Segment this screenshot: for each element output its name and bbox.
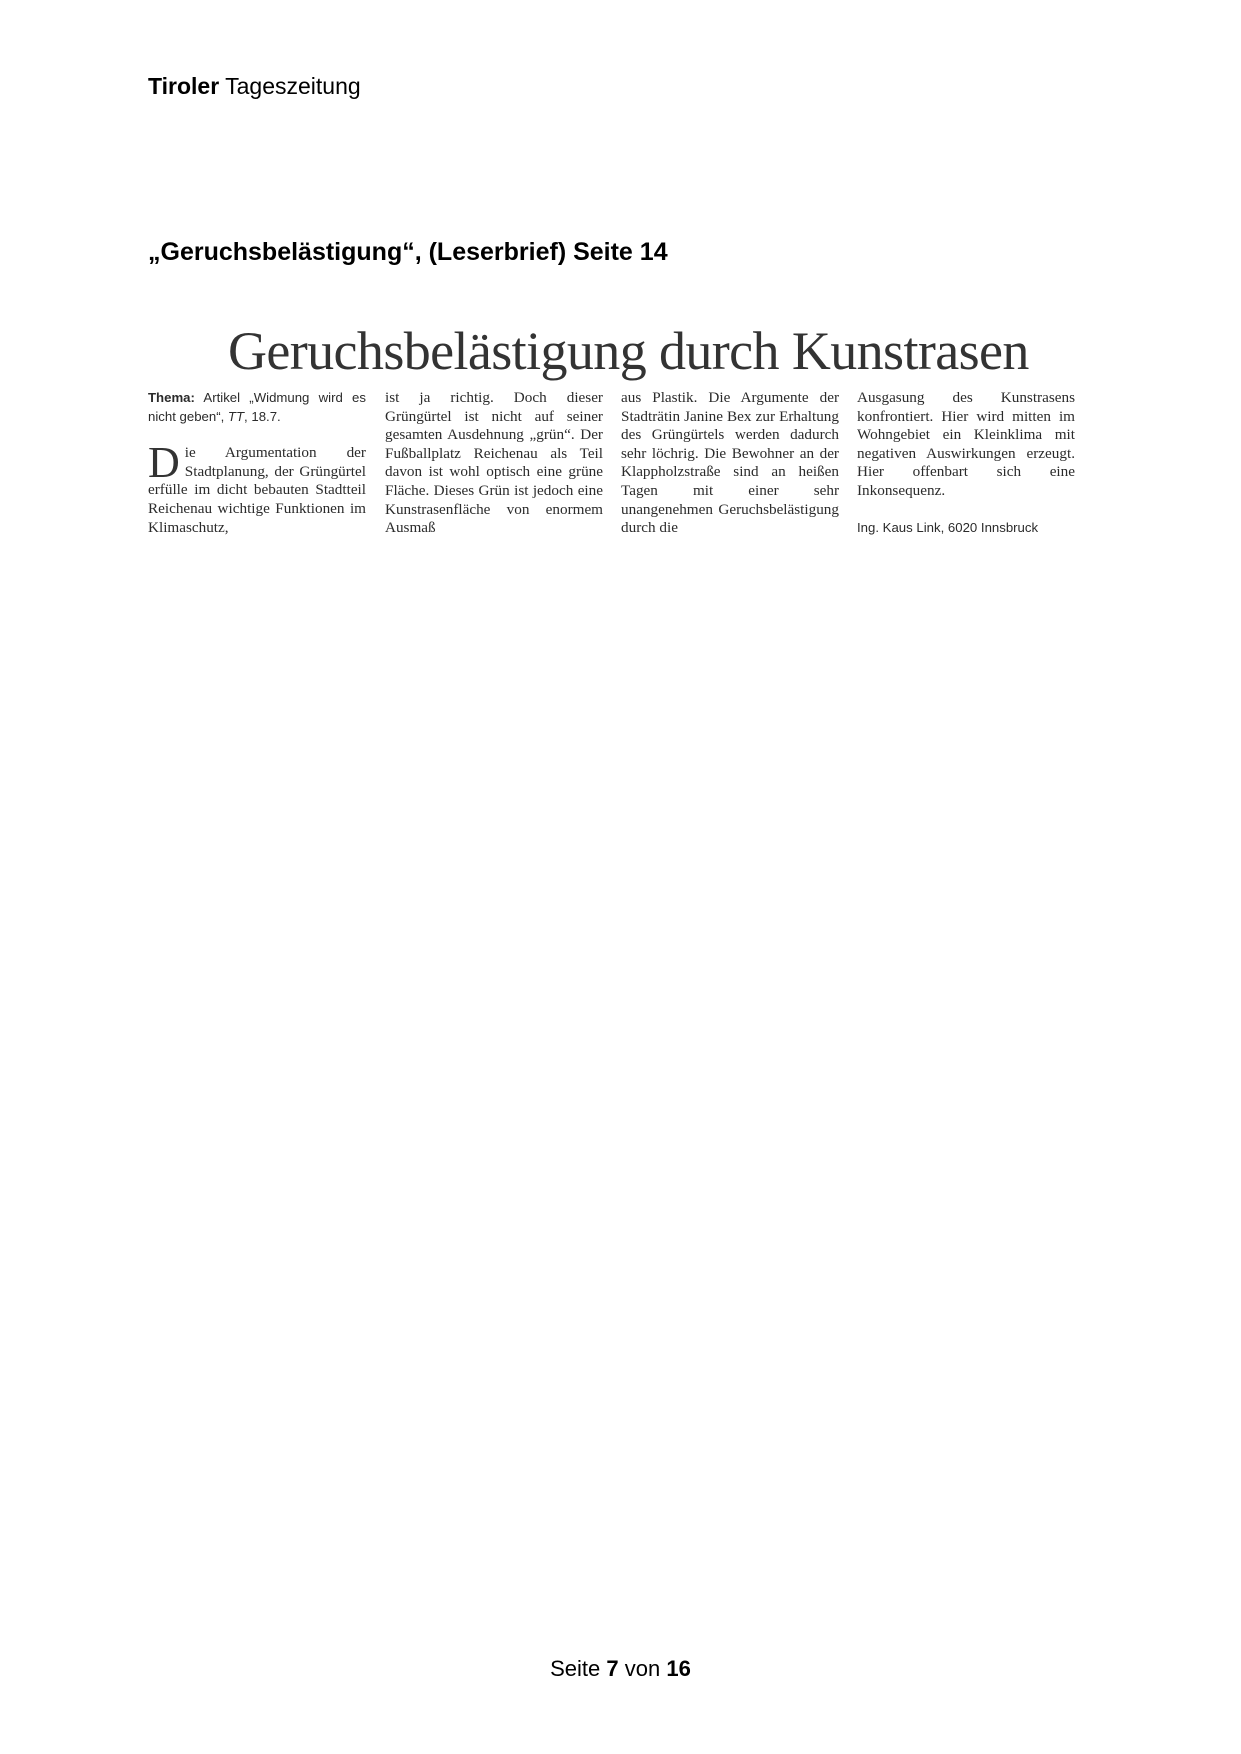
column-2-body: ist ja richtig. Doch dieser Grüngürtel ist nicht auf seiner gesamten Ausdehnung „grün“. Der Fußballplatz Reichenau als Teil davon ist wohl optisch eine grüne Fläche. Dieses Grün ist jedoch eine Kunstrasenfläche von enormem Ausmaß xyxy=(385,389,603,537)
page-prefix: Seite xyxy=(550,1656,601,1681)
article-column-3 xyxy=(621,389,839,538)
clip-title: „Geruchsbelästigung“, (Leserbrief) Seite 14 xyxy=(148,238,668,266)
thema-reference xyxy=(148,389,366,426)
column-1-body: ie Argumentation der Stadtplanung, der Grüngürtel erfülle im dicht bebauten Stadtteil Reichenau wichtige Funktionen im Klimaschutz, xyxy=(148,444,366,536)
total-pages: 16 xyxy=(666,1656,691,1681)
article-text-1 xyxy=(148,438,366,537)
publication-masthead xyxy=(148,72,361,100)
thema-ref: TT xyxy=(227,408,245,424)
page-separator: von xyxy=(624,1656,661,1681)
article-headline: Geruchsbelästigung durch Kunstrasen xyxy=(228,321,1029,381)
author-signature: Ing. Kaus Link, 6020 Innsbruck xyxy=(857,519,1039,535)
publication-name-regular: Tageszeitung xyxy=(225,73,361,99)
thema-date: , 18.7. xyxy=(244,408,281,424)
thema-text: Artikel „Widmung wird es nicht geben“, xyxy=(148,390,366,424)
current-page: 7 xyxy=(606,1656,619,1681)
article-column-2 xyxy=(385,389,603,538)
column-4-body: Ausgasung des Kunstrasens konfrontiert. Hier wird mitten im Wohngebiet ein Kleinklima mit negativen Auswirkungen erzeugt. Hier offenbart sich eine Inkonsequenz. xyxy=(857,389,1075,499)
article-column-4 xyxy=(857,389,1075,537)
column-3-body: aus Plastik. Die Argumente der Stadträtin Janine Bex zur Erhaltung des Grüngürtels werden dadurch sehr löchrig. Die Bewohner an der Klappholzstraße sind an heißen Tagen mit einer sehr unangenehmen Geruchsbelästigung durch die xyxy=(621,389,839,537)
publication-name-bold: Tiroler xyxy=(148,73,220,99)
thema-label: Thema: xyxy=(148,390,195,405)
drop-cap: D xyxy=(148,438,180,488)
article-column-1 xyxy=(148,389,366,537)
page-number xyxy=(0,1656,1241,1682)
